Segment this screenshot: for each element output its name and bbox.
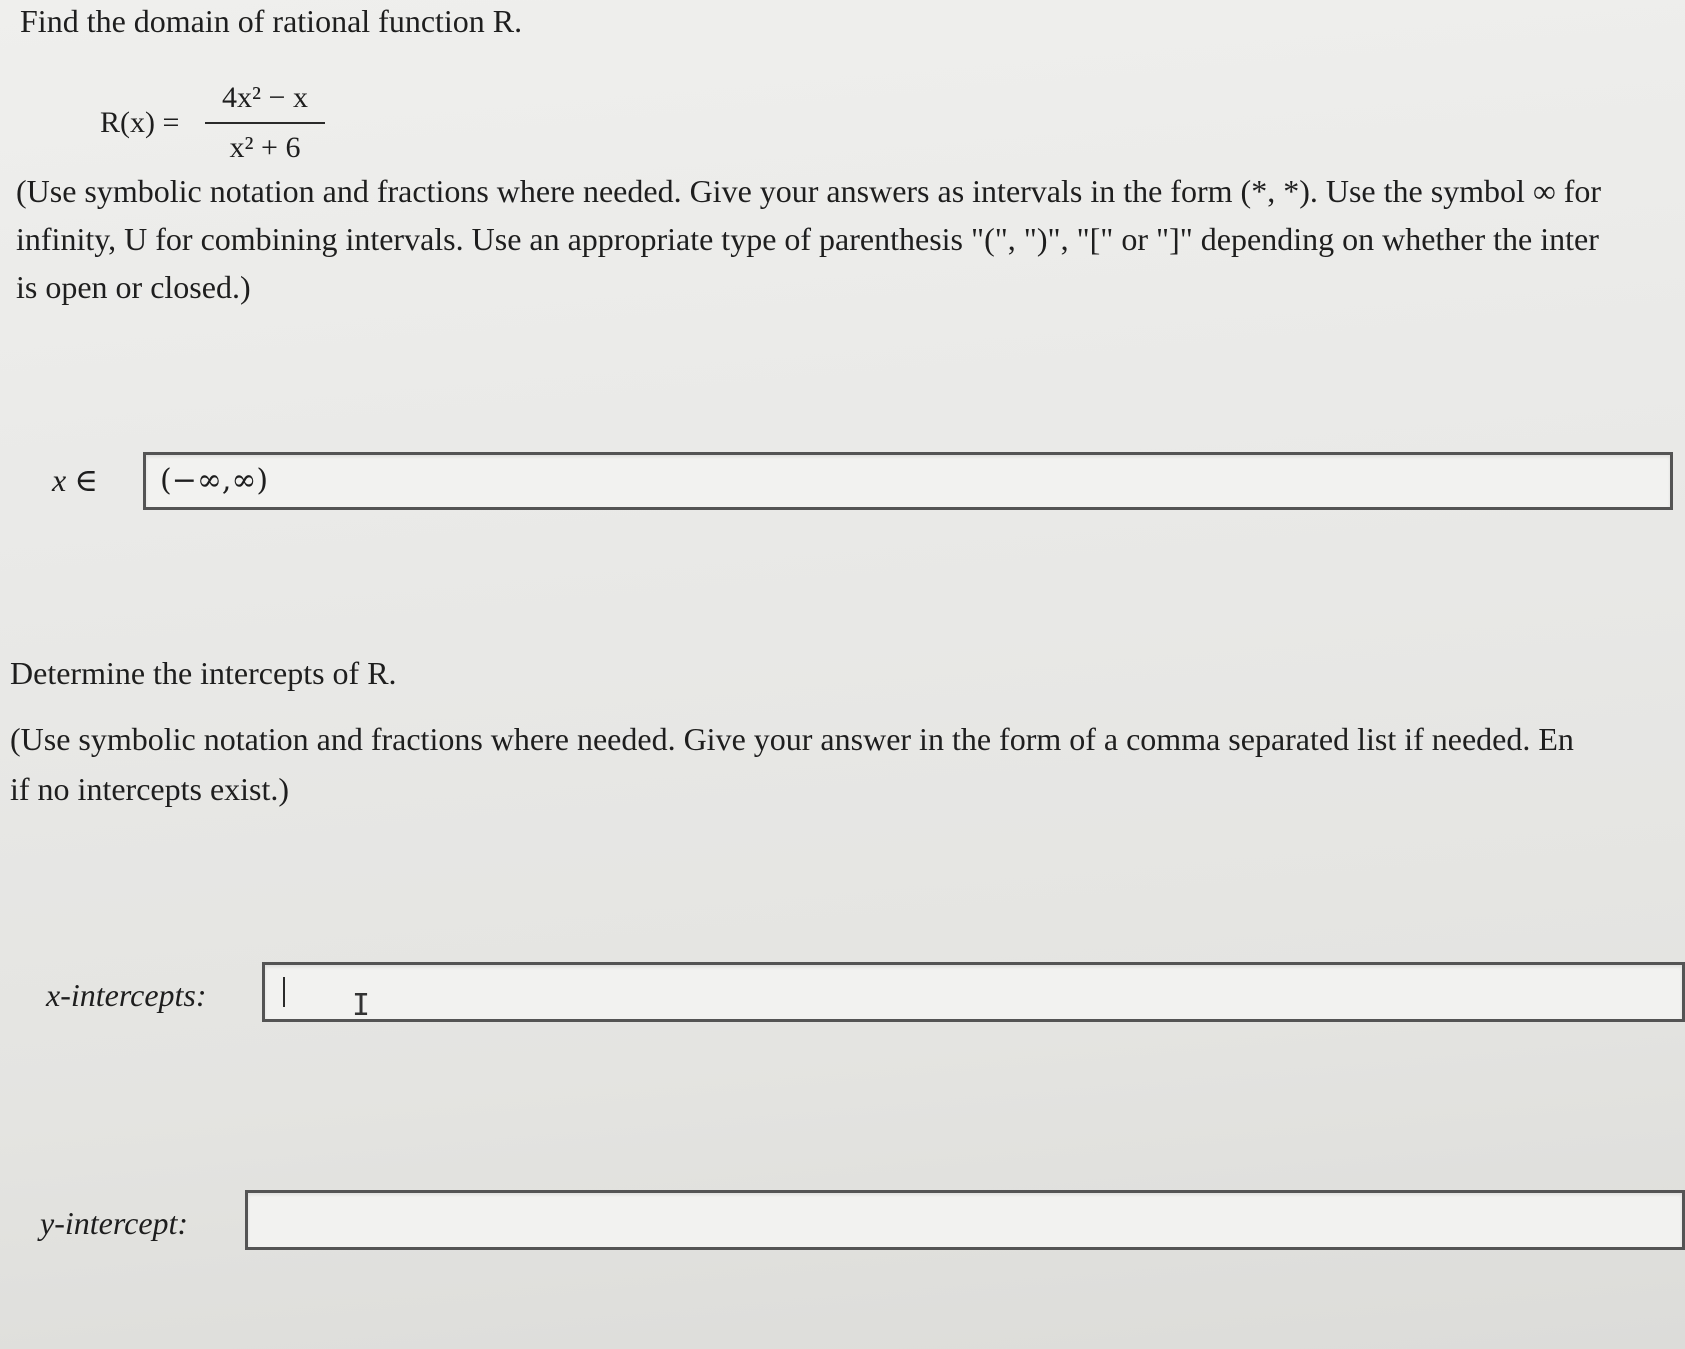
question2-prompt: Determine the intercepts of R.	[10, 655, 397, 691]
question2-instructions-line1: (Use symbolic notation and fractions where needed. Give your answer in the form of a comma separated list if needed. En	[10, 721, 1574, 757]
x-intercepts-input[interactable]	[262, 962, 1685, 1022]
fraction-bar	[205, 122, 325, 124]
text-caret	[283, 977, 285, 1007]
question1-instructions-line1: (Use symbolic notation and fractions where needed. Give your answers as intervals in the form (*, *). Use the symbol ∞ for	[16, 173, 1602, 209]
x-intercepts-label: x-intercepts:	[46, 977, 207, 1013]
domain-answer-value: (−∞,∞)	[160, 463, 269, 498]
fraction	[205, 78, 325, 168]
i-beam-cursor-icon: I	[352, 988, 371, 1023]
question2-instructions-line2: if no intercepts exist.)	[10, 771, 290, 807]
fraction-denominator: x² + 6	[229, 131, 301, 164]
fraction-numerator: 4x² − x	[222, 81, 308, 114]
question1-instructions-line2: infinity, U for combining intervals. Use an appropriate type of parenthesis "(", ")", "[" or "]" depending on whether the inter	[16, 221, 1599, 257]
y-intercept-input[interactable]	[245, 1190, 1685, 1250]
question1-instructions-line3: is open or closed.)	[16, 269, 251, 305]
domain-answer-label: x ∈	[52, 462, 98, 498]
function-lhs: R(x) =	[100, 106, 180, 139]
y-intercept-label: y-intercept:	[40, 1205, 189, 1241]
question1-prompt: Find the domain of rational function R.	[20, 3, 523, 39]
domain-answer-input[interactable]	[143, 452, 1673, 510]
